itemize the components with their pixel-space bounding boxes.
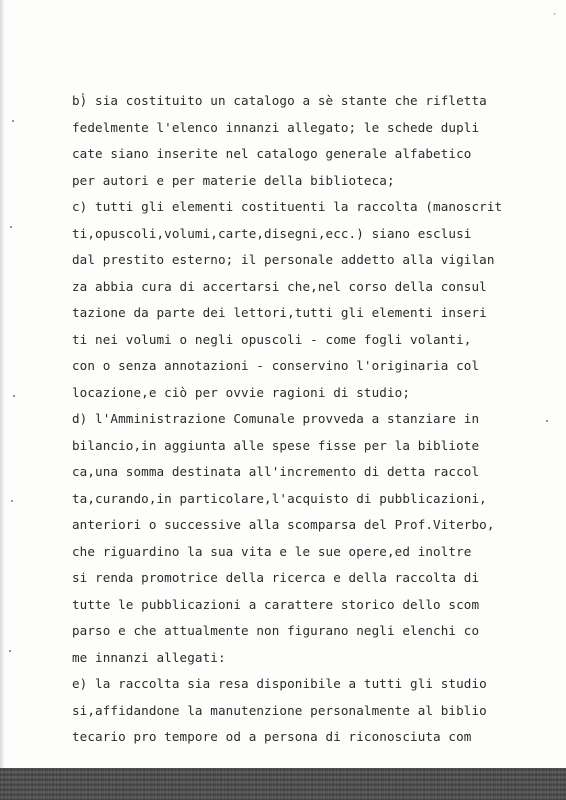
text-line: fedelmente l'elenco innanzi allegato; le schede dupli <box>72 119 480 135</box>
scan-left-edge <box>0 0 4 800</box>
text-line: si,affidandone la manutenzione personalmente al biblio <box>72 702 487 718</box>
text-line: ca,una somma destinata all'incremento di detta raccol <box>72 464 480 479</box>
text-line: cate siano inserite nel catalogo generale alfabetico <box>72 146 472 161</box>
margin-speck <box>12 120 14 122</box>
text-line: ti nei volumi o negli opuscoli - come fogli volanti, <box>72 331 472 347</box>
text-line: anteriori o successive alla scomparsa del Prof.Viterbo, <box>72 517 495 532</box>
margin-speck <box>9 650 11 652</box>
text-line: ta,curando,in particolare,l'acquisto di pubblicazioni, <box>72 490 487 506</box>
margin-speck <box>13 395 15 397</box>
text-line: bilancio,in aggiunta alle spese fisse per la bibliote <box>72 437 480 453</box>
text-line: locazione,e ciò per ovvie ragioni di studio; <box>72 384 411 400</box>
text-line: tutte le pubblicazioni a carattere storico dello scom <box>72 596 480 612</box>
text-line: b) sia costituito un catalogo a sè stante che rifletta <box>72 93 487 108</box>
text-line: per autori e per materie della biblioteca; <box>72 172 395 188</box>
text-line: d) l'Amministrazione Comunale provveda a stanziare in <box>72 411 480 426</box>
text-line: za abbia cura di accertarsi che,nel corso della consul <box>72 278 487 294</box>
corner-mark-icon: · <box>552 10 558 20</box>
margin-speck <box>10 226 12 228</box>
margin-speck <box>11 500 13 502</box>
typed-text-body <box>72 88 542 751</box>
text-line: con o senza annotazioni - conservino l'originaria col <box>72 358 480 373</box>
text-line: parso e che attualmente non figurano negli elenchi co <box>72 623 480 638</box>
text-line: si renda promotrice della ricerca e della raccolta di <box>72 570 480 585</box>
text-line: che riguardino la sua vita e le sue opere,ed inoltre <box>72 543 472 559</box>
text-line: tazione da parte dei lettori,tutti gli elementi inseri <box>72 305 487 320</box>
text-line: e) la raccolta sia resa disponibile a tutti gli studio <box>72 676 487 691</box>
text-line: c) tutti gli elementi costituenti la raccolta (manoscrit <box>72 199 503 214</box>
text-line: dal prestito esterno; il personale addetto alla vigilan <box>72 252 495 267</box>
scan-noise-band <box>0 768 566 800</box>
text-line: tecario pro tempore od a persona di riconosciuta com <box>72 729 472 744</box>
margin-speck <box>546 420 548 422</box>
text-line: ti,opuscoli,volumi,carte,disegni,ecc.) siano esclusi <box>72 225 472 241</box>
text-line: me innanzi allegati: <box>72 649 226 665</box>
